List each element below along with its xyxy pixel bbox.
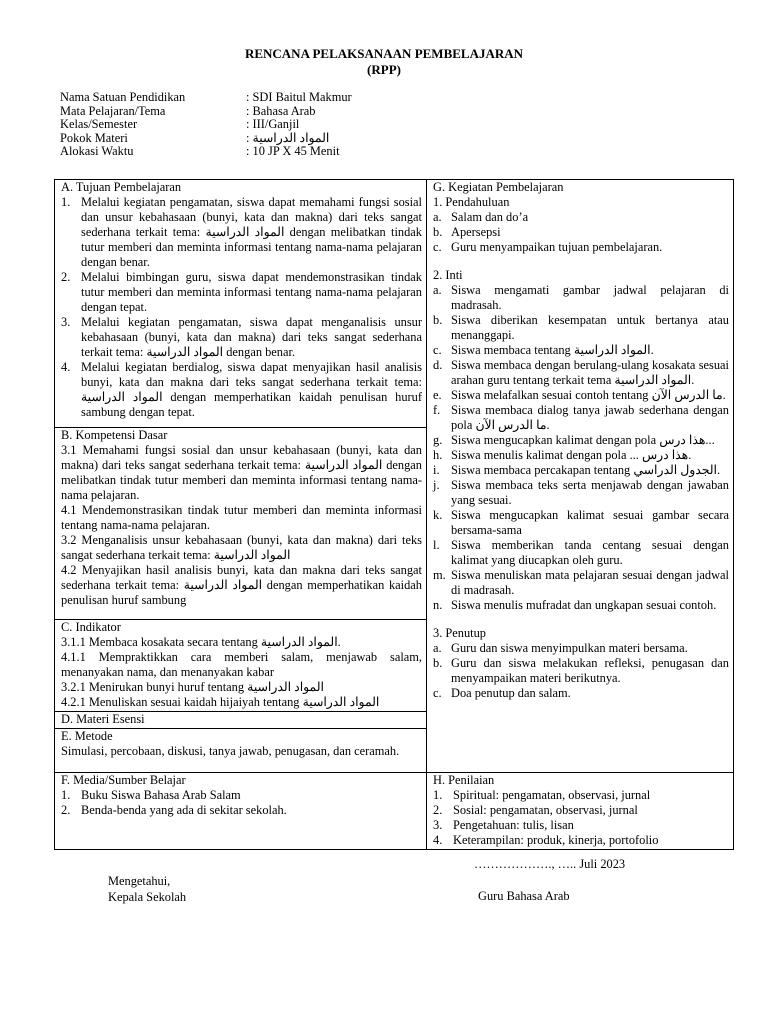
item-number: 3.: [61, 315, 71, 329]
list-item: [61, 270, 422, 315]
list-item: [433, 240, 729, 255]
item-text: Siswa mengucapkan kalimat dengan pola هذا درس...: [451, 433, 715, 447]
item-number: 2.: [433, 803, 443, 817]
item-text: Siswa melafalkan sesuai contoh tentang ما الدرس الآن.: [451, 388, 726, 402]
competency-item: 3.2 Menganalisis unsur kebahasaan (bunyi, kata dan makna) dari teks sangat sederhana terkait tema: المواد الدراسية: [61, 533, 422, 562]
indicator-item: 4.1.1 Mempraktikkan cara memberi salam, menjawab salam, menanyakan nama, dan menanyakan kabar: [61, 650, 422, 679]
section-indicators: [55, 620, 427, 712]
item-letter: b.: [433, 656, 443, 670]
item-letter: k.: [433, 508, 443, 522]
identity-row: [60, 145, 720, 159]
item-number: 2.: [61, 270, 71, 284]
item-text: Melalui kegiatan pengamatan, siswa dapat memahami fungsi sosial dan unsur kebahasaan (bunyi, kata dan makna) dari teks sangat sederhana terkait tema: المواد الدراسية dengan melibatkan tindak tutur memberi dan meminta informasi tentang nama-nama pelajaran dengan benar.: [81, 195, 422, 269]
item-text: Guru dan siswa menyimpulkan materi bersama.: [451, 641, 688, 655]
field-label: Kelas/Semester: [60, 117, 138, 131]
item-letter: j.: [433, 478, 440, 492]
item-text: Siswa mengucapkan kalimat sesuai gambar secara bersama-sama: [451, 508, 729, 537]
list-item: [433, 803, 729, 818]
list-item: [433, 463, 729, 478]
item-letter: i.: [433, 463, 440, 477]
place-date: ………………., ….. Juli 2023: [474, 857, 626, 871]
item-text: Siswa menulis mufradat dan ungkapan sesuai contoh.: [451, 598, 717, 612]
list-item: [433, 210, 729, 225]
item-text: Siswa menuliskan mata pelajaran sesuai dengan jadwal di madrasah.: [451, 568, 729, 597]
item-text: Siswa membaca teks serta menjawab dengan jawaban yang sesuai.: [451, 478, 729, 507]
item-letter: c.: [433, 343, 442, 357]
item-text: Spiritual: pengamatan, observasi, jurnal: [453, 788, 651, 802]
list-item: [433, 478, 729, 508]
item-letter: n.: [433, 598, 443, 612]
list-item: [433, 313, 729, 343]
section-heading: G. Kegiatan Pembelajaran: [433, 180, 564, 194]
list-item: [433, 433, 729, 448]
competency-item: 4.1 Mendemonstrasikan tindak tutur memberi dan meminta informasi tentang nama-nama pelajaran.: [61, 503, 422, 532]
document-title: RENCANA PELAKSANAAN PEMBELAJARAN: [244, 46, 524, 61]
list-item: [433, 833, 729, 848]
item-text: Siswa membaca dengan berulang-ulang kosakata sesuai arahan guru tentang terkait tema المواد الدراسية.: [451, 358, 729, 387]
field-value: : 10 JP X 45 Menit: [246, 144, 340, 158]
identity-row: [60, 132, 720, 146]
list-item: [433, 641, 729, 656]
item-text: Keterampilan: produk, kinerja, portofolio: [453, 833, 659, 847]
section-activities: [427, 180, 734, 773]
item-letter: b.: [433, 313, 443, 327]
indicator-item: 3.1.1 Membaca kosakata secara tentang المواد الدراسية.: [61, 635, 341, 649]
principal-signature: [108, 873, 186, 905]
section-heading: F. Media/Sumber Belajar: [61, 773, 186, 787]
subsection-heading: 2. Inti: [433, 268, 463, 282]
list-item: [433, 686, 729, 701]
item-letter: c.: [433, 240, 442, 254]
item-text: Siswa memberikan tanda centang sesuai dengan kalimat yang diucapkan oleh guru.: [451, 538, 729, 567]
item-text: Siswa membaca tentang المواد الدراسية.: [451, 343, 654, 357]
list-item: [433, 598, 729, 613]
item-text: Melalui bimbingan guru, siswa dapat mendemonstrasikan tindak tutur memberi dan meminta informasi tentang nama-nama pelajaran dengan tepat.: [81, 270, 422, 314]
item-text: Salam dan do’a: [451, 210, 529, 224]
field-label: Alokasi Waktu: [60, 144, 134, 158]
list-item: [61, 360, 422, 420]
subsection-heading: 3. Penutup: [433, 626, 487, 640]
field-value: : SDI Baitul Makmur: [246, 90, 352, 104]
item-number: 3.: [433, 818, 443, 832]
field-label: Pokok Materi: [60, 130, 128, 145]
subsection-heading: 1. Pendahuluan: [433, 195, 510, 209]
field-value: : Bahasa Arab: [246, 103, 316, 118]
item-text: Guru menyampaikan tujuan pembelajaran.: [451, 240, 663, 254]
indicator-item: 4.2.1 Menuliskan sesuai kaidah hijaiyah tentang المواد الدراسية: [61, 695, 380, 709]
item-number: 1.: [433, 788, 443, 802]
item-number: 4.: [433, 833, 443, 847]
item-number: 1.: [61, 195, 71, 209]
competency-item: 3.1 Memahami fungsi sosial dan unsur kebahasaan (bunyi, kata dan makna) dari teks sangat sederhana terkait tema: المواد الدراسية dengan melibatkan tindak tutur memberi dan meminta informasi tentang nama-nama pelajaran.: [61, 443, 422, 502]
identity-row: [60, 91, 720, 105]
list-item: [61, 315, 422, 360]
lesson-plan-table: [54, 179, 734, 850]
list-item: [61, 803, 422, 818]
section-methods: [55, 729, 427, 773]
item-text: Siswa membaca dialog tanya jawab sederhana dengan pola ما الدرس الآن.: [451, 403, 729, 432]
list-item: [61, 788, 422, 803]
item-text: Siswa diberikan kesempatan untuk bertanya atau menanggapi.: [451, 313, 729, 342]
section-competencies: [55, 428, 427, 620]
item-text: Apersepsi: [451, 225, 501, 239]
list-item: [433, 403, 729, 433]
list-item: [433, 448, 729, 463]
list-item: [61, 195, 422, 270]
item-letter: g.: [433, 433, 443, 447]
principal-title: Kepala Sekolah: [108, 890, 187, 904]
field-value: : المواد الدراسية: [246, 130, 330, 145]
teacher-title: Guru Bahasa Arab: [478, 889, 570, 903]
item-text: Benda-benda yang ada di sekitar sekolah.: [81, 803, 287, 817]
list-item: [433, 388, 729, 403]
methods-text: Simulasi, percobaan, diskusi, tanya jawab, penugasan, dan ceramah.: [61, 744, 400, 758]
section-assessment: [427, 773, 734, 850]
section-heading: A. Tujuan Pembelajaran: [61, 180, 182, 194]
item-text: Melalui kegiatan berdialog, siswa dapat menyajikan hasil analisis bunyi, kata dan makna dari teks sangat sederhana terkait tema: المواد الدراسية dengan memperhatikan kaidah penulisan huruf sambung dengan tepat.: [81, 360, 422, 419]
item-letter: d.: [433, 358, 443, 372]
list-item: [433, 343, 729, 358]
item-text: Guru dan siswa melakukan refleksi, penugasan dan menyampaikan materi berikutnya.: [451, 656, 729, 685]
section-objectives: [55, 180, 427, 428]
item-text: Sosial: pengamatan, observasi, jurnal: [453, 803, 638, 817]
list-item: [433, 225, 729, 240]
indicator-item: 3.2.1 Menirukan bunyi huruf tentang المواد الدراسية: [61, 680, 324, 694]
section-heading: B. Kompetensi Dasar: [61, 428, 168, 442]
item-text: Siswa membaca percakapan tentang الجدول الدراسي.: [451, 463, 721, 477]
item-number: 4.: [61, 360, 71, 374]
section-media: [55, 773, 427, 850]
item-letter: a.: [433, 283, 442, 297]
item-text: Siswa menulis kalimat dengan pola ... هذا درس.: [451, 448, 692, 462]
item-letter: f.: [433, 403, 441, 417]
item-number: 1.: [61, 788, 71, 802]
item-letter: c.: [433, 686, 442, 700]
list-item: [433, 283, 729, 313]
item-text: Pengetahuan: tulis, lisan: [453, 818, 574, 832]
section-heading: D. Materi Esensi: [61, 712, 145, 726]
competency-item: 4.2 Menyajikan hasil analisis bunyi, kata dan makna dari teks sangat sederhana terkait tema: المواد الدراسية dengan memperhatikan kaidah penulisan huruf sambung: [61, 563, 423, 607]
item-text: Melalui kegiatan pengamatan, siswa dapat menganalisis unsur kebahasaan (bunyi, kata dan makna) dari teks sangat sederhana terkait tema: المواد الدراسية dengan benar.: [81, 315, 422, 359]
document-subtitle: (RPP): [367, 62, 401, 77]
field-label: Nama Satuan Pendidikan: [60, 90, 186, 104]
item-text: Siswa mengamati gambar jadwal pelajaran di madrasah.: [451, 283, 729, 312]
section-heading: H. Penilaian: [433, 773, 495, 787]
field-label: Mata Pelajaran/Tema: [60, 103, 166, 118]
section-heading: C. Indikator: [61, 620, 121, 634]
section-heading: E. Metode: [61, 729, 113, 743]
section-essential-material: [55, 712, 427, 729]
list-item: [433, 538, 729, 568]
list-item: [433, 358, 729, 388]
identity-row: [60, 118, 720, 132]
item-letter: e.: [433, 388, 442, 402]
item-text: Doa penutup dan salam.: [451, 686, 571, 700]
item-letter: b.: [433, 225, 443, 239]
identity-fields: [60, 91, 720, 159]
list-item: [433, 568, 729, 598]
item-letter: a.: [433, 641, 442, 655]
acknowledged-label: Mengetahui,: [108, 874, 171, 888]
list-item: [433, 788, 729, 803]
list-item: [433, 656, 729, 686]
list-item: [433, 818, 729, 833]
item-letter: m.: [433, 568, 446, 582]
item-letter: l.: [433, 538, 440, 552]
item-letter: h.: [433, 448, 443, 462]
field-value: : III/Ganjil: [246, 117, 300, 131]
item-number: 2.: [61, 803, 71, 817]
item-letter: a.: [433, 210, 442, 224]
identity-row: [60, 105, 720, 119]
list-item: [433, 508, 729, 538]
item-text: Buku Siswa Bahasa Arab Salam: [81, 788, 241, 802]
